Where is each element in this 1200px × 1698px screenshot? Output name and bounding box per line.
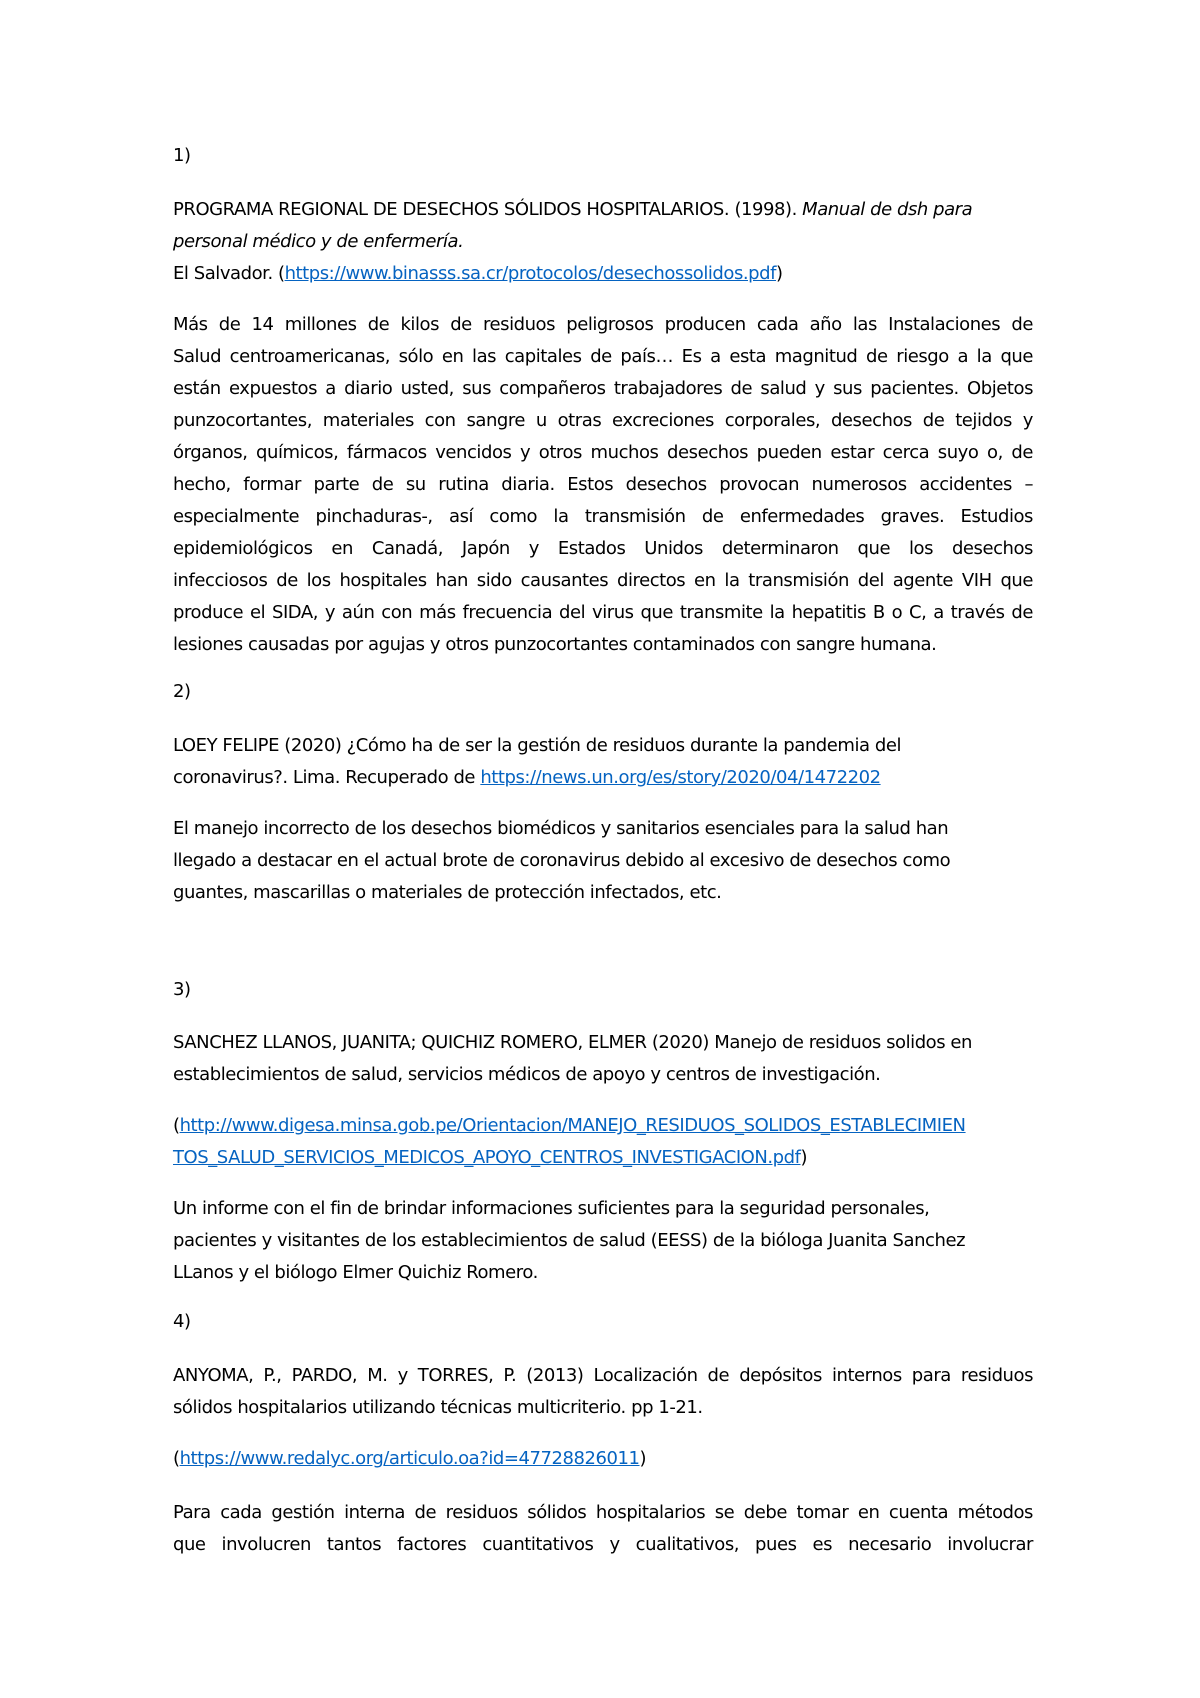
reference-3: [173, 1027, 1033, 1091]
summary-line: produce el SIDA, y aún con más frecuencia del virus que transmite la hepatitis B o C, a través de: [173, 602, 1033, 623]
summary-line: infecciosos de los hospitales han sido causantes directos en la transmisión del agente VIH que: [173, 570, 1033, 591]
summary-line: pacientes y visitantes de los establecimientos de salud (EESS) de la bióloga Juanita Sanchez: [173, 1230, 966, 1251]
summary-line: que involucren tantos factores cuantitativos y cualitativos, pues es necesario involucrar: [173, 1534, 1033, 1555]
reference-link[interactable]: TOS_SALUD_SERVICIOS_MEDICOS_APOYO_CENTROS_INVESTIGACION.pdf: [173, 1147, 801, 1168]
reference-link[interactable]: http://www.digesa.minsa.gob.pe/Orientacion/MANEJO_RESIDUOS_SOLIDOS_ESTABLECIMIEN: [179, 1115, 966, 1136]
item-number: 3): [173, 979, 191, 1000]
summary-line: órganos, químicos, fármacos vencidos y otros muchos desechos pueden estar cerca suyo o, de: [173, 442, 1033, 463]
summary-4: [173, 1497, 1033, 1561]
summary-line: especialmente pinchaduras-, así como la transmisión de enfermedades graves. Estudios: [173, 506, 1033, 527]
summary-1: [173, 309, 1033, 661]
summary-line: llegado a destacar en el actual brote de coronavirus debido al excesivo de desechos como: [173, 850, 951, 871]
reference-link[interactable]: https://www.binasss.sa.cr/protocolos/desechossolidos.pdf: [284, 263, 777, 284]
summary-line: epidemiológicos en Canadá, Japón y Estados Unidos determinaron que los desechos: [173, 538, 1033, 559]
reference-link-3: [173, 1110, 1033, 1174]
summary-line: guantes, mascarillas o materiales de protección infectados, etc.: [173, 882, 722, 903]
reference-link-4: [173, 1443, 1033, 1475]
reference-4: [173, 1360, 1033, 1424]
summary-line: Más de 14 millones de kilos de residuos peligrosos producen cada año las Instalaciones de: [173, 314, 1033, 335]
reference-title: personal médico y de enfermería.: [173, 231, 464, 252]
summary-2: [173, 813, 1033, 909]
reference-text: sólidos hospitalarios utilizando técnicas multicriterio. pp 1-21.: [173, 1397, 703, 1418]
reference-link[interactable]: https://www.redalyc.org/articulo.oa?id=47728826011: [179, 1448, 640, 1469]
reference-text: establecimientos de salud, servicios médicos de apoyo y centros de investigación.: [173, 1064, 881, 1085]
item-number: 4): [173, 1311, 191, 1332]
reference-text: ): [776, 263, 783, 284]
summary-line: están expuestos a diario usted, sus compañeros trabajadores de salud y sus pacientes. Objetos: [173, 378, 1033, 399]
reference-link[interactable]: https://news.un.org/es/story/2020/04/1472202: [480, 767, 881, 788]
summary-line: El manejo incorrecto de los desechos biomédicos y sanitarios esenciales para la salud han: [173, 818, 949, 839]
close-paren: ): [639, 1448, 647, 1469]
summary-line: Para cada gestión interna de residuos sólidos hospitalarios se debe tomar en cuenta métodos: [173, 1502, 1033, 1523]
summary-line: LLanos y el biólogo Elmer Quichiz Romero.: [173, 1262, 538, 1283]
summary-line: punzocortantes, materiales con sangre u otras excreciones corporales, desechos de tejidos y: [173, 410, 1033, 431]
item-number: 2): [173, 681, 191, 702]
summary-3: [173, 1193, 1033, 1289]
summary-line: hecho, formar parte de su rutina diaria. Estos desechos provocan numerosos accidentes –: [173, 474, 1033, 495]
summary-line: Un informe con el fin de brindar informaciones suficientes para la seguridad personales,: [173, 1198, 930, 1219]
reference-text: ANYOMA, P., PARDO, M. y TORRES, P. (2013) Localización de depósitos internos para residuos: [173, 1365, 1033, 1386]
reference-text: SANCHEZ LLANOS, JUANITA; QUICHIZ ROMERO, ELMER (2020) Manejo de residuos solidos en: [173, 1032, 973, 1053]
reference-1: [173, 194, 1033, 290]
summary-line: Salud centroamericanas, sólo en las capitales de país… Es a esta magnitud de riesgo a la que: [173, 346, 1033, 367]
reference-text: coronavirus?. Lima. Recuperado de: [173, 767, 481, 788]
summary-line: lesiones causadas por agujas y otros punzocortantes contaminados con sangre humana.: [173, 634, 937, 655]
reference-text: LOEY FELIPE (2020) ¿Cómo ha de ser la gestión de residuos durante la pandemia del: [173, 735, 902, 756]
reference-2: [173, 730, 1033, 794]
close-paren: ): [800, 1147, 808, 1168]
open-paren: (: [173, 1448, 180, 1469]
reference-title: Manual de dsh para: [802, 199, 973, 220]
open-paren: (: [173, 1115, 180, 1136]
item-number: 1): [173, 145, 191, 166]
reference-text: PROGRAMA REGIONAL DE DESECHOS SÓLIDOS HOSPITALARIOS. (1998).: [173, 199, 803, 220]
reference-text: El Salvador. (: [173, 263, 285, 284]
